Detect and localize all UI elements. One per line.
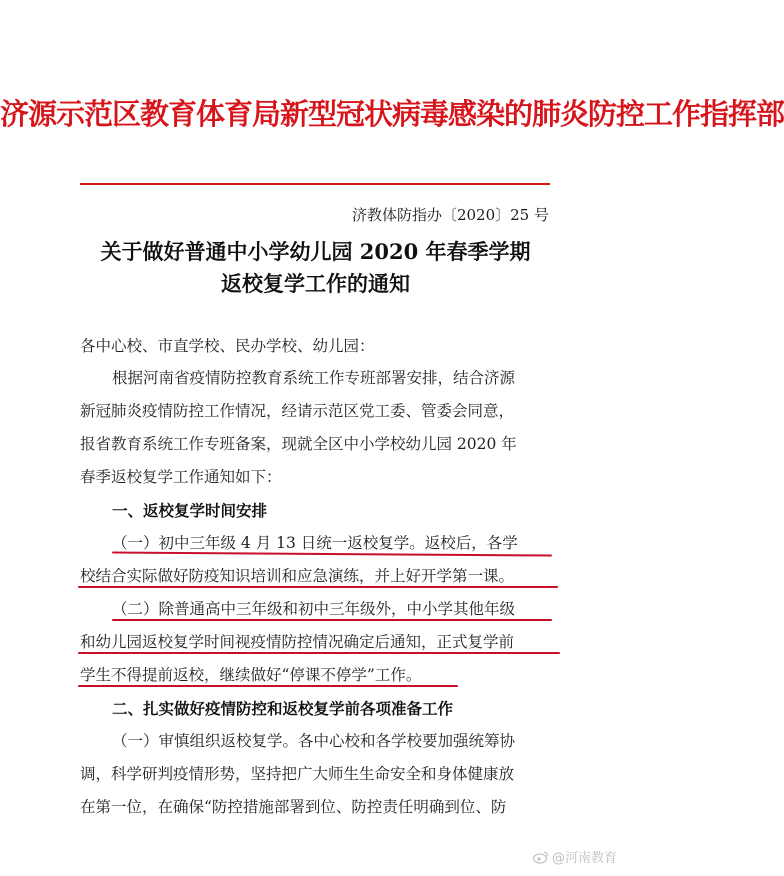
section-2-heading: 二、扎实做好疫情防控和返校复学前各项准备工作 <box>112 699 454 718</box>
watermark-text: @河南教育 <box>551 851 617 866</box>
annotation-underline-4 <box>78 652 560 654</box>
intro-line-1: 根据河南省疫情防控教育系统工作专班部署安排，结合济源 <box>112 369 516 387</box>
section-1-item-2-line-1: （二）除普通高中三年级和初中三年级外，中小学其他年级 <box>112 600 516 618</box>
intro-line-4: 春季返校复学工作通知如下： <box>80 468 282 486</box>
header-red-rule-top <box>80 183 550 185</box>
annotation-underline-3 <box>112 619 552 621</box>
section-2-item-1-line-3: 在第一位，在确保“防控措施部署到位、防控责任明确到位、防 <box>80 798 507 816</box>
section-1-item-1-line-2: 校结合实际做好防疫知识培训和应急演练，并上好开学第一课。 <box>80 567 515 585</box>
section-1-heading: 一、返校复学时间安排 <box>112 501 268 520</box>
section-1-item-2-line-2: 和幼儿园返校复学时间视疫情防控情况确定后通知，正式复学前 <box>80 633 515 651</box>
addressee: 各中心校、市直学校、民办学校、幼儿园： <box>80 337 375 355</box>
weibo-icon <box>533 850 549 864</box>
section-2-item-1-line-1: （一）审慎组织返校复学。各中心校和各学校要加强统筹协 <box>112 732 516 750</box>
annotation-underline-2 <box>78 586 558 588</box>
org-header-title: 济源示范区教育体育局新型冠状病毒感染的肺炎防控工作指挥部 <box>0 97 784 131</box>
document-number: 济教体防指办〔2020〕25 号 <box>351 206 549 224</box>
section-1-item-1-line-1: （一）初中三年级 4 月 13 日统一返校复学。返校后，各学 <box>112 534 518 552</box>
intro-line-3: 报省教育系统工作专班备案，现就全区中小学校幼儿园 2020 年 <box>80 435 517 453</box>
doc-title-line-2: 返校复学工作的通知 <box>221 271 410 296</box>
annotation-underline-5 <box>78 685 458 687</box>
weibo-watermark <box>533 847 617 866</box>
intro-line-2: 新冠肺炎疫情防控工作情况，经请示范区党工委、管委会同意， <box>80 402 515 420</box>
section-2-item-1-line-2: 调，科学研判疫情形势，坚持把广大师生生命安全和身体健康放 <box>80 765 515 783</box>
section-1-item-2-line-3: 学生不得提前返校，继续做好“停课不停学”工作。 <box>80 666 422 684</box>
doc-title-line-1: 关于做好普通中小学幼儿园 2020 年春季学期 <box>100 239 531 264</box>
